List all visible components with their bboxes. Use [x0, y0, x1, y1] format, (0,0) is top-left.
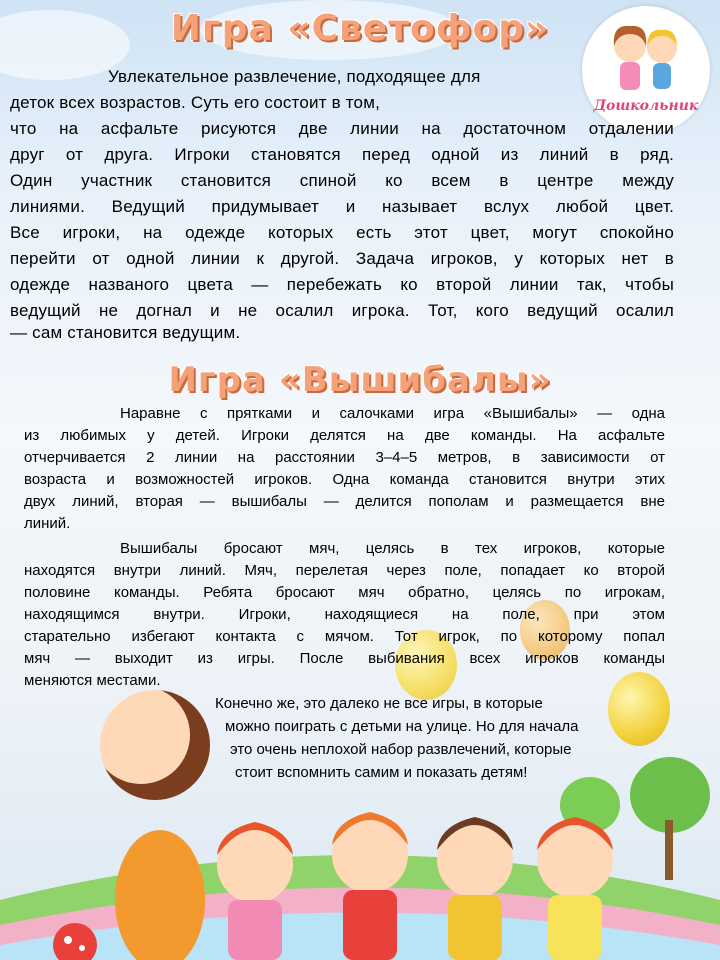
section1-line: деток всех возрастов. Суть его состоит в том,	[10, 93, 381, 112]
closing-line: это очень неплохой набор развлечений, которые	[230, 741, 572, 758]
section2-line: возраста и возможностей игроков. Одна команда становится внутри этих	[24, 471, 665, 488]
section1-line: — сам становится ведущим.	[10, 323, 241, 342]
section1-line: что на асфальте рисуются две линии на достаточном отдалении	[10, 119, 674, 138]
section1-line: линиями. Ведущий придумывает и называет вслух любой цвет.	[10, 197, 674, 216]
closing-line: Конечно же, это далеко не все игры, в которые	[215, 695, 543, 712]
section2-line: отчерчивается 2 линии на расстоянии 3–4–5 метров, в зависимости от	[24, 449, 665, 466]
section2-line: Наравне с прятками и салочками игра «Вышибалы» — одна	[120, 405, 665, 422]
section2-line: половине команды. Ребята бросают мяч обратно, целясь по игрокам,	[24, 584, 665, 601]
closing-line: можно поиграть с детьми на улице. Но для начала	[225, 718, 579, 735]
section2-line: старательно избегают контакта с мячом. Тот игрок, по которому попал	[24, 628, 665, 645]
section1-line: перейти от одной линии к другой. Задача игроков, у которых нет в	[10, 249, 674, 268]
section2-line: из любимых у детей. Игроки делятся на две команды. На асфальте	[24, 427, 665, 444]
logo-text: Дошкольник	[593, 98, 699, 114]
section1-line: Все игроки, на одежде которых есть этот цвет, могут спокойно	[10, 223, 674, 242]
section2-line: находятся внутри линий. Мяч, перелетая через поле, попадает ко второй	[24, 562, 665, 579]
section2-line: Вышибалы бросают мяч, целясь в тех игроков, которые	[120, 540, 665, 557]
section2-line: двух линий, вторая — вышибалы — делится пополам и размещается вне	[24, 493, 665, 510]
section2-line: линий.	[24, 515, 71, 532]
section2-line: находящимся внутри. Игроки, находящиеся на поле, при этом	[24, 606, 665, 623]
section2-title: Игра «Вышибалы»	[168, 360, 552, 400]
section1-line: Увлекательное развлечение, подходящее для	[108, 67, 481, 86]
section1-line: ведущий не догнал и не осалил игрока. Тот, кого ведущий осалил	[10, 301, 674, 320]
section1-line: друг от друга. Игроки становятся перед одной из линий в ряд.	[10, 145, 674, 164]
section2-line: мяч — выходит из игры. После выбивания всех игроков команды	[24, 650, 665, 667]
section1-line: Один участник становится спиной ко всем в центре между	[10, 171, 674, 190]
closing-line: стоит вспомнить самим и показать детям!	[235, 764, 528, 781]
section1-title: Игра «Светофор»	[170, 8, 550, 49]
section1-line: одежде названого цвета — перебежать ко второй линии так, чтобы	[10, 275, 674, 294]
section2-line: меняются местами.	[24, 672, 161, 689]
teacher-illustration	[100, 690, 210, 800]
